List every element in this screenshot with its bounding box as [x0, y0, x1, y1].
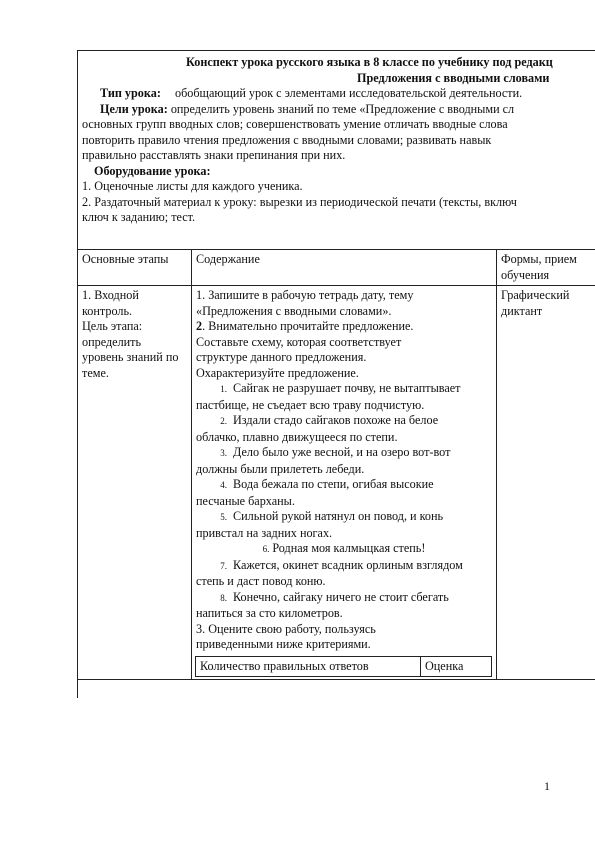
sentence-item [196, 477, 492, 509]
sentence-text: Родная моя калмыцкая степь! [272, 541, 426, 555]
lesson-title: Конспект урока русского языка в 8 классе по учебнику под редакц [186, 55, 553, 69]
sentence-text: Конечно, сайгаку ничего не стоит сбегать [233, 589, 449, 604]
sentence-text: Дело было уже весной, и на озеро вот-вот [233, 445, 451, 459]
task2-text: . Внимательно прочитайте предложение. [202, 319, 414, 333]
sentence-number: 8. [220, 592, 227, 603]
content-cell [192, 286, 497, 680]
sentence-number: 5. [220, 512, 227, 522]
sentence-number: 4. [220, 480, 227, 490]
lesson-type-label: Тип урока: [100, 86, 161, 100]
goals-line: правильно расставлять знаки препинания при них. [82, 148, 346, 162]
lesson-type [82, 86, 595, 102]
form-line: Графический [501, 288, 570, 302]
goals-line: повторить правило чтения предложения с вводными словами; развивать навык [82, 132, 492, 147]
lesson-plan-table [77, 249, 595, 680]
sentence-number: 1. [220, 384, 227, 394]
header-forms-line: обучения [501, 267, 550, 282]
sentence-text: Вода бежала по степи, огибая высокие [233, 477, 434, 491]
lesson-goals [82, 102, 595, 164]
sentence-number: 7. [220, 560, 227, 571]
sentence-text: Кажется, окинет всадник орлиным взглядом [233, 557, 463, 572]
frame-top-border [77, 50, 595, 51]
sentence-text: привстал на задних ногах. [196, 525, 333, 540]
lesson-type-value: обобщающий урок с элементами исследовательской деятельности. [174, 86, 523, 100]
sentence-text: Издали стадо сайгаков похоже на белое [233, 413, 439, 427]
equipment [82, 164, 595, 226]
stage-line: Цель этапа: [82, 319, 143, 333]
sentence-text: пастбище, не съедает всю траву подчистую. [196, 397, 425, 412]
stage-line: уровень знаний по [82, 350, 179, 364]
stage-line: теме. [82, 365, 109, 380]
sentence-text: напиться за сто километров. [196, 606, 343, 620]
lesson-header [82, 55, 595, 226]
stage-line: 1. Входной [82, 288, 139, 302]
goals-line: основных групп вводных слов; совершенствовать умение отличать вводные слова [82, 117, 508, 131]
task1-line: 1. Запишите в рабочую тетрадь дату, тему [196, 288, 414, 302]
forms-cell [497, 286, 595, 680]
sentence-item [196, 413, 492, 445]
task2-number: 2 [196, 319, 203, 333]
sentence-item [196, 541, 492, 558]
stage-cell [78, 286, 192, 680]
sentence-number: 2. [220, 416, 227, 426]
header-stages: Основные этапы [78, 250, 192, 286]
task3-line: 3. Оцените свою работу, пользуясь [196, 621, 376, 636]
sentence-text: Сайгак не разрушает почву, не вытаптывает [233, 381, 461, 395]
task2-line: Составьте схему, которая соответствует [196, 334, 402, 349]
equipment-label: Оборудование урока: [94, 163, 211, 178]
sentence-item [196, 590, 492, 622]
stage-line: определить [82, 334, 142, 349]
stage-line: контроль. [82, 303, 133, 318]
equipment-line: ключ к заданию; тест. [82, 210, 196, 224]
header-forms-line: Формы, прием [501, 252, 577, 266]
equipment-line: 2. Раздаточный материал к уроку: вырезки из периодической печати (тексты, включ [82, 194, 517, 209]
sentence-item [196, 445, 492, 477]
sentence-text: облачко, плавно движущееся по степи. [196, 429, 398, 444]
sentence-number: 3. [220, 448, 227, 458]
table-header-row [78, 250, 595, 286]
sentence-text: степь и даст повод коню. [196, 574, 326, 588]
sentence-item [196, 509, 492, 541]
task2-line [196, 319, 492, 335]
criteria-header-grade: Оценка [420, 656, 491, 676]
sentence-item [196, 381, 492, 413]
header-forms [497, 250, 595, 286]
sentence-text: песчаные барханы. [196, 493, 295, 508]
equipment-line: 1. Оценочные листы для каждого ученика. [82, 179, 303, 193]
task1-line: «Предложения с вводными словами». [196, 303, 392, 318]
criteria-table [195, 656, 492, 677]
sentence-item [196, 558, 492, 590]
table-row [78, 286, 595, 680]
criteria-header-row [196, 656, 492, 676]
lesson-subtitle: Предложения с вводными словами [357, 70, 550, 85]
sentence-text: должны были прилететь лебеди. [196, 461, 365, 476]
goals-line: определить уровень знаний по теме «Предложение с вводными сл [170, 101, 515, 116]
task3-line: приведенными ниже критериями. [196, 637, 371, 651]
task2-line: структуре данного предложения. [196, 350, 367, 364]
form-line: диктант [501, 303, 543, 318]
page-number: 1 [544, 779, 550, 793]
goals-label: Цели урока: [100, 101, 168, 116]
sentence-text: Сильной рукой натянул он повод, и конь [233, 509, 444, 523]
criteria-header-count: Количество правильных ответов [196, 656, 421, 676]
header-content: Содержание [192, 250, 497, 286]
sentence-number: 6. [262, 544, 270, 554]
task2-line: Охарактеризуйте предложение. [196, 365, 359, 380]
